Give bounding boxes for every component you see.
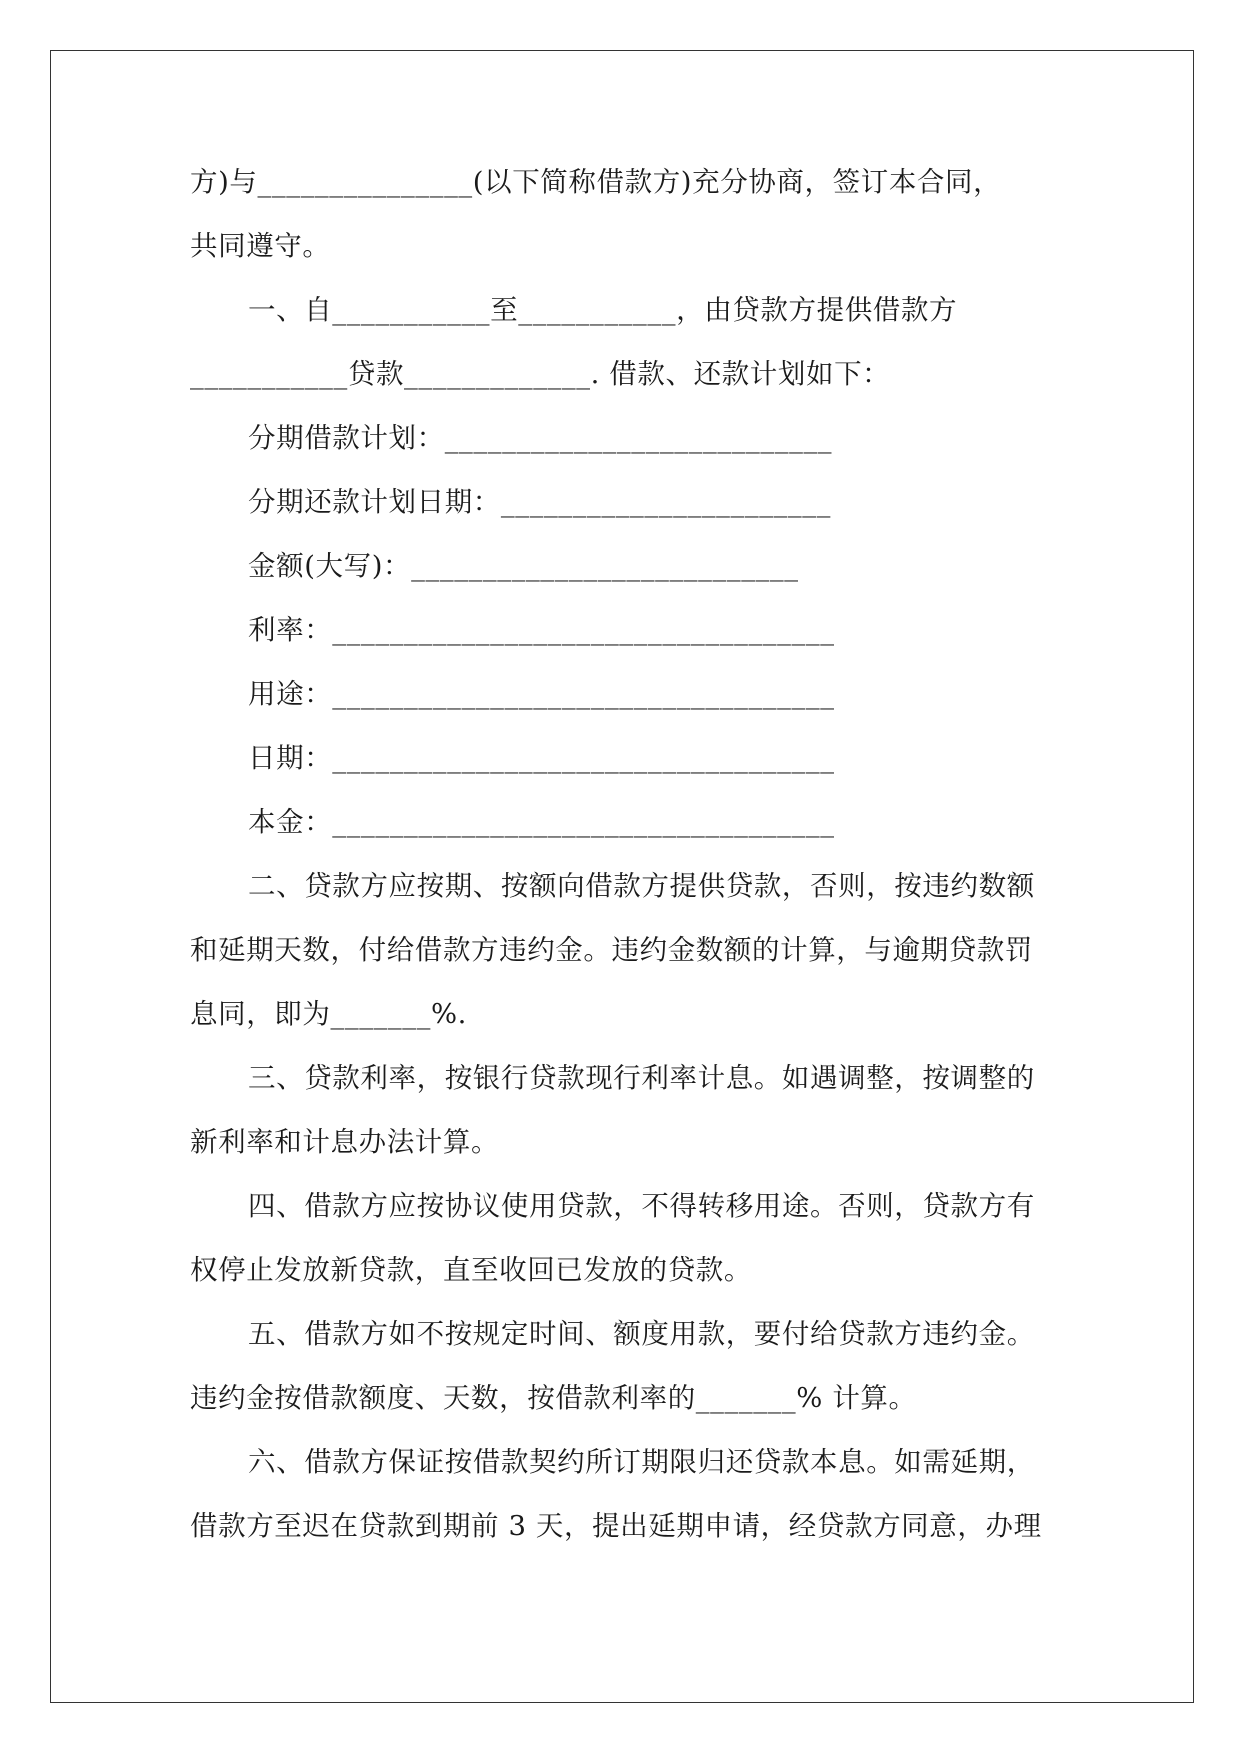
- text-line: ___________贷款_____________. 借款、还款计划如下：: [190, 358, 891, 390]
- clause-4-line: 四、借款方应按协议使用贷款，不得转移用途。否则，贷款方有: [248, 1190, 1035, 1222]
- text-line: 息同，即为_______%.: [190, 998, 468, 1030]
- clause-2-line: 二、贷款方应按期、按额向借款方提供贷款，否则，按违约数额: [248, 870, 1035, 902]
- field-installment-borrow-plan: 分期借款计划：___________________________: [248, 422, 833, 454]
- document-body: [190, 160, 1090, 1568]
- field-installment-repay-date: 分期还款计划日期：_______________________: [248, 486, 831, 518]
- text-line: 借款方至迟在贷款到期前 3 天，提出延期申请，经贷款方同意，办理: [190, 1510, 1042, 1542]
- clause-1-line: 一、自___________至___________，由贷款方提供借款方: [248, 294, 958, 326]
- text-line: 方)与_______________(以下简称借款方)充分协商，签订本合同，: [190, 166, 1002, 198]
- text-line: 和延期天数，付给借款方违约金。违约金数额的计算，与逾期贷款罚: [190, 934, 1033, 966]
- field-interest-rate: 利率：___________________________________: [248, 614, 835, 646]
- text-line: 违约金按借款额度、天数，按借款利率的_______% 计算。: [190, 1382, 917, 1414]
- clause-3-line: 三、贷款利率，按银行贷款现行利率计息。如遇调整，按调整的: [248, 1062, 1035, 1094]
- field-date: 日期：___________________________________: [248, 742, 835, 774]
- field-principal: 本金：___________________________________: [248, 806, 835, 838]
- text-line: 新利率和计息办法计算。: [190, 1126, 500, 1158]
- field-amount-capital: 金额(大写)：___________________________: [248, 550, 799, 582]
- field-purpose: 用途：___________________________________: [248, 678, 835, 710]
- text-line: 共同遵守。: [190, 230, 331, 262]
- clause-6-line: 六、借款方保证按借款契约所订期限归还贷款本息。如需延期，: [248, 1446, 1035, 1478]
- text-line: 权停止发放新贷款，直至收回已发放的贷款。: [190, 1254, 752, 1286]
- clause-5-line: 五、借款方如不按规定时间、额度用款，要付给贷款方违约金。: [248, 1318, 1035, 1350]
